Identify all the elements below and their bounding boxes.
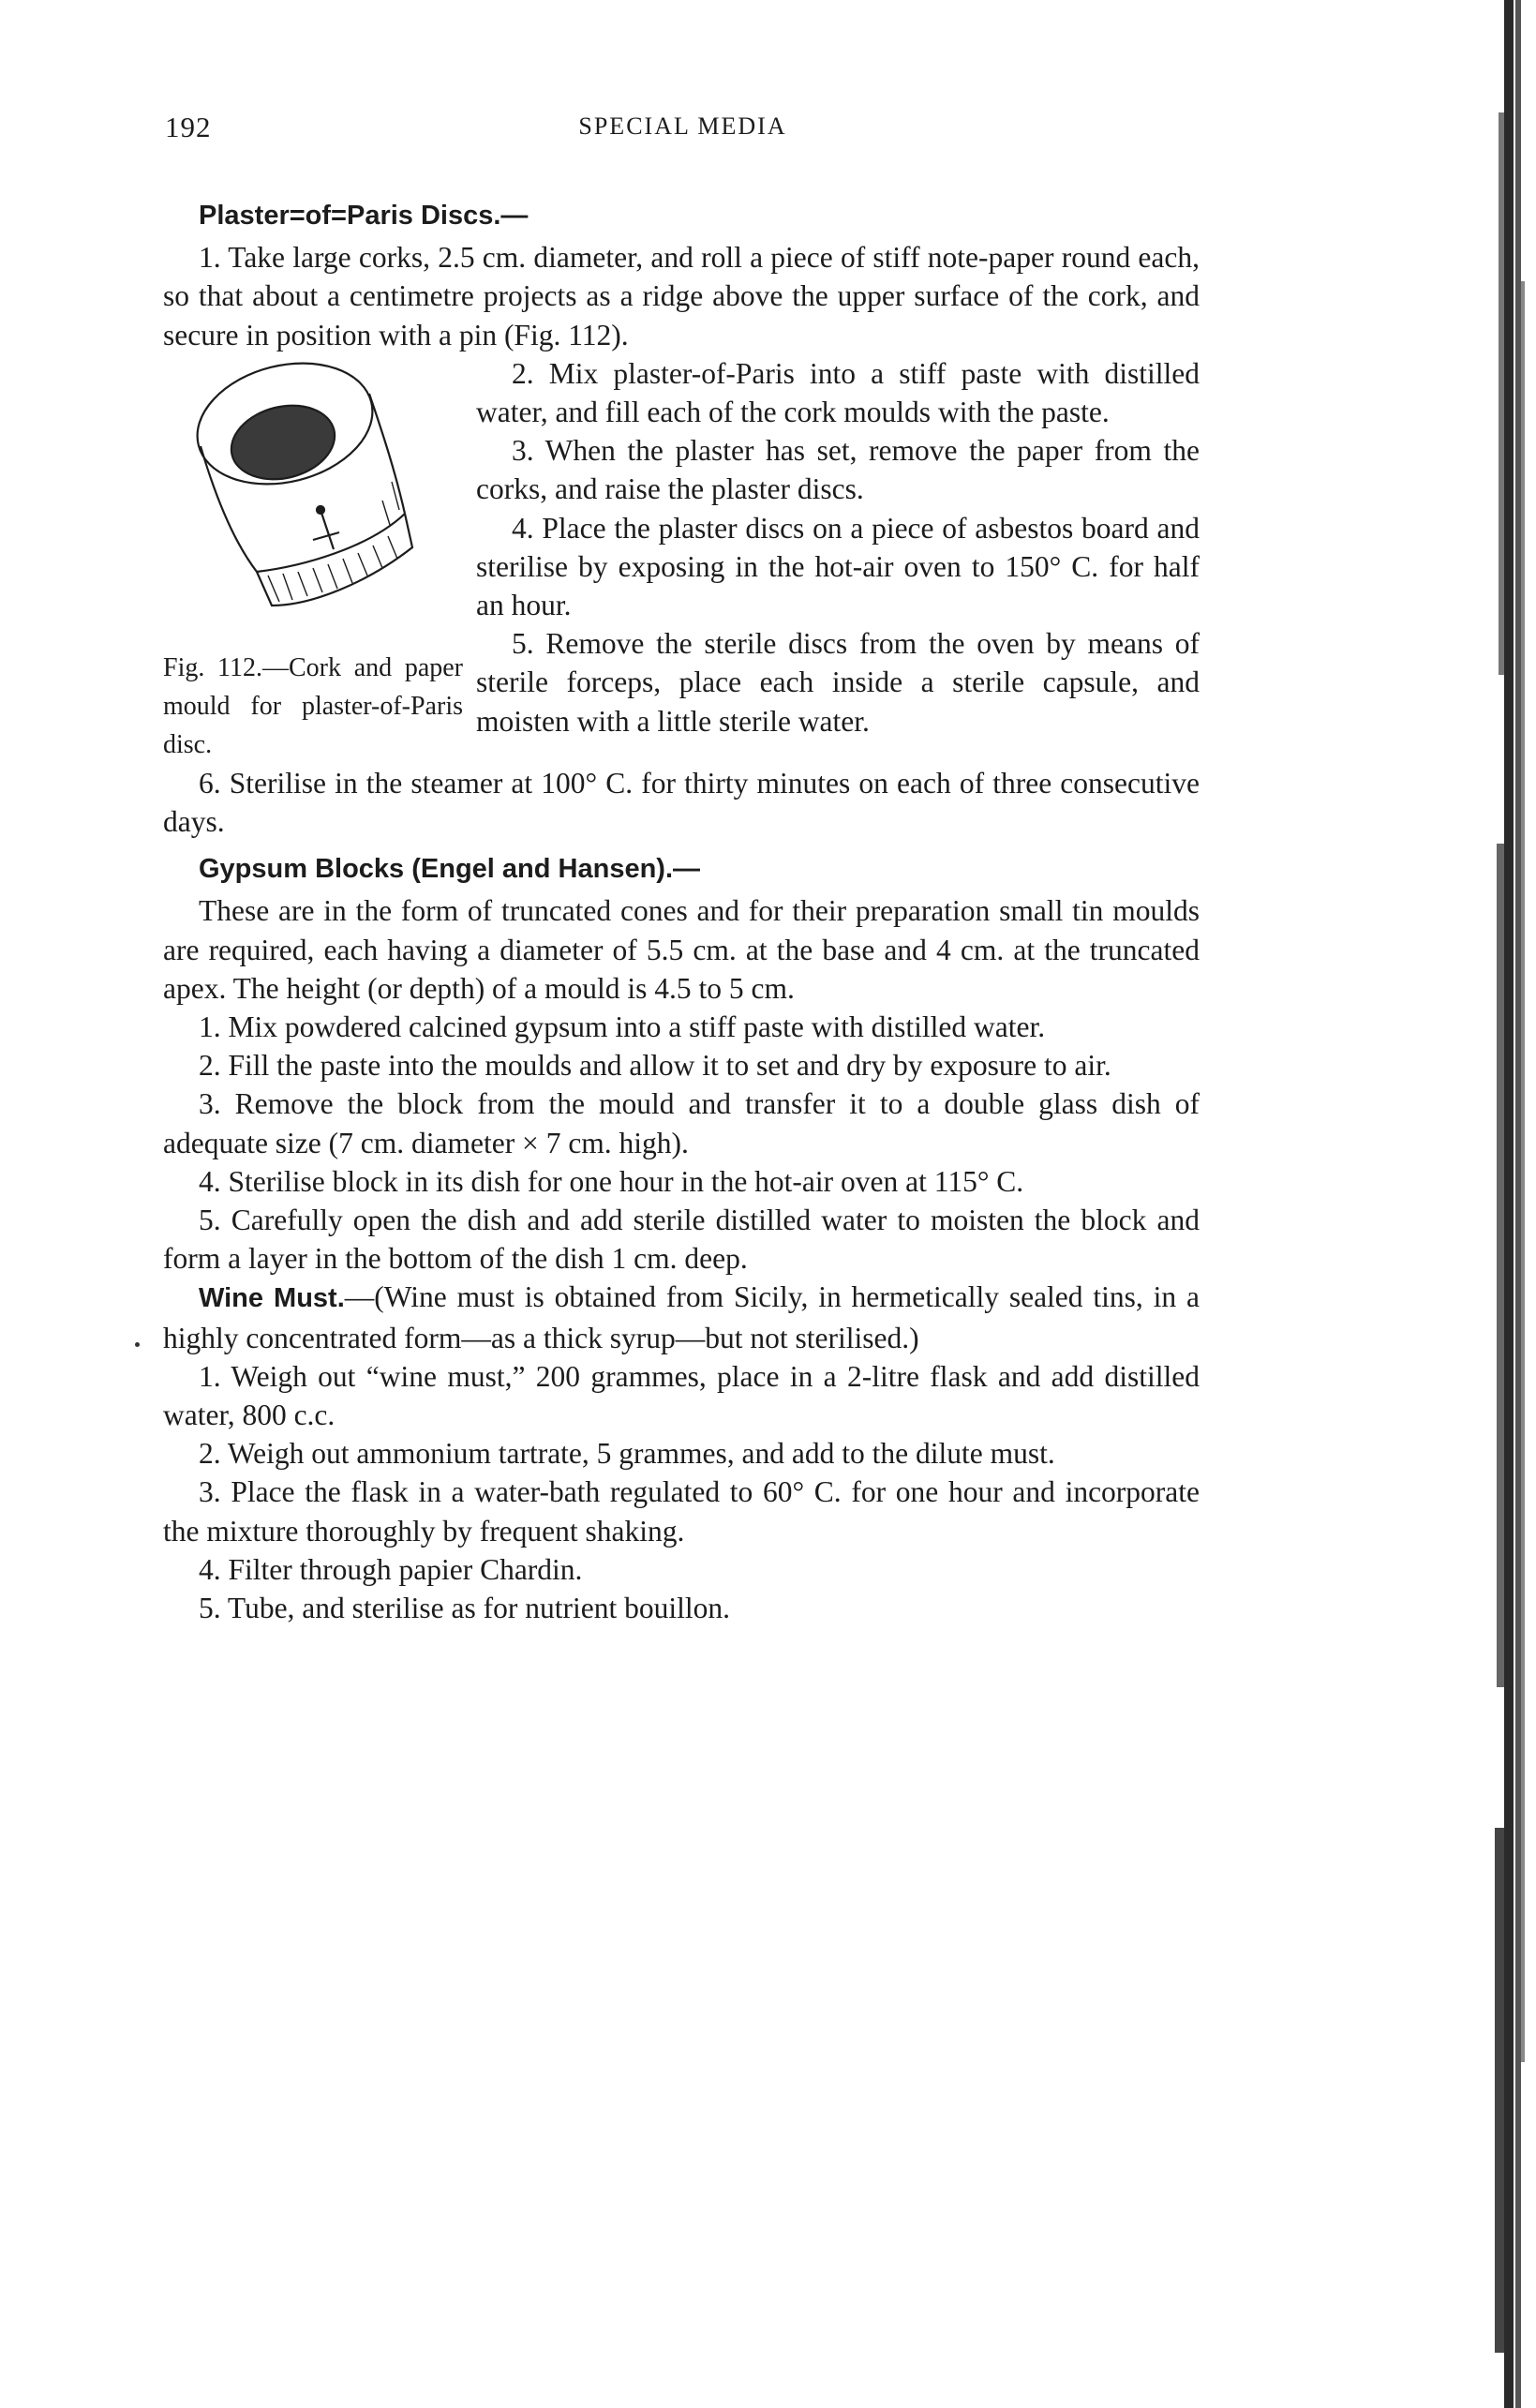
wine-intro: —(Wine must is obtained from Sicily, in hermetically sealed tins, in a highly concentrated form—as a thick syrup—but not sterilised.) [163, 1280, 1200, 1354]
gypsum-step-5: 5. Carefully open the dish and add sterile distilled water to moisten the block and form a layer in the bottom of the dish 1 cm. deep. [163, 1204, 1200, 1276]
gypsum-heading [163, 848, 1200, 889]
wine-step-1: 1. Weigh out “wine must,” 200 grammes, place in a 2-litre flask and add distilled water, 800 c.c. [163, 1359, 1200, 1432]
wine-heading: Wine Must. [199, 1283, 345, 1314]
gypsum-step-2: 2. Fill the paste into the moulds and allow it to set and dry by exposure to air. [199, 1049, 1111, 1083]
page-body [163, 187, 1200, 1627]
plaster-step-1: 1. Take large corks, 2.5 cm. diameter, and roll a piece of stiff note-paper round each, so that about a centimetre projects as a ridge above the upper surface of the cork, and secure in position with a pin (Fig. 112). [163, 241, 1200, 351]
wine-intro-paragraph [163, 1278, 1200, 1356]
plaster-heading-text: Plaster=of=Paris Discs.— [199, 201, 529, 231]
plaster-step-3: 3. When the plaster has set, remove the paper from the corks, and raise the plaster discs. [476, 434, 1200, 506]
stray-mark [135, 1342, 140, 1347]
cork-mould-illustration [182, 360, 454, 641]
plaster-step-6: 6. Sterilise in the steamer at 100° C. for thirty minutes on each of three consecutive days. [163, 766, 1200, 839]
gypsum-step-3: 3. Remove the block from the mould and transfer it to a double glass dish of adequate size (7 cm. diameter × 7 cm. high). [163, 1087, 1200, 1159]
page-number: 192 [165, 111, 212, 143]
plaster-step-2: 2. Mix plaster-of-Paris into a stiff paste with distilled water, and fill each of the cork moulds with the paste. [476, 356, 1200, 429]
wine-step-2: 2. Weigh out ammonium tartrate, 5 grammes, and add to the dilute must. [199, 1437, 1055, 1471]
gypsum-step-1: 1. Mix powdered calcined gypsum into a stiff paste with distilled water. [199, 1010, 1046, 1044]
gypsum-heading-text: Gypsum Blocks (Engel and Hansen).— [199, 854, 700, 885]
plaster-step-5: 5. Remove the sterile discs from the oven by means of sterile forceps, place each inside a sterile capsule, and moisten with a little sterile water. [476, 627, 1200, 738]
page-header [165, 111, 1200, 157]
gypsum-intro: These are in the form of truncated cones and for their preparation small tin moulds are required, each having a diameter of 5.5 cm. at the base and 4 cm. at the truncated apex. The height (or depth) of a mould is 4.5 to 5 cm. [163, 894, 1200, 1005]
figure-112 [163, 360, 463, 764]
wine-step-5: 5. Tube, and sterilise as for nutrient bouillon. [199, 1592, 730, 1625]
figure-caption: Fig. 112.—Cork and paper mould for plaster-of-Paris disc. [163, 652, 463, 759]
plaster-heading [163, 195, 1200, 235]
wine-step-4: 4. Filter through papier Chardin. [199, 1552, 583, 1586]
running-title: SPECIAL MEDIA [578, 112, 787, 140]
book-binding-edge [1484, 0, 1536, 2408]
wine-step-3: 3. Place the flask in a water-bath regulated to 60° C. for one hour and incorporate the mixture thoroughly by frequent shaking. [163, 1475, 1200, 1548]
plaster-step-4: 4. Place the plaster discs on a piece of asbestos board and sterilise by exposing in the hot-air oven to 150° C. for half an hour. [476, 511, 1200, 622]
gypsum-step-4: 4. Sterilise block in its dish for one hour in the hot-air oven at 115° C. [199, 1164, 1024, 1198]
